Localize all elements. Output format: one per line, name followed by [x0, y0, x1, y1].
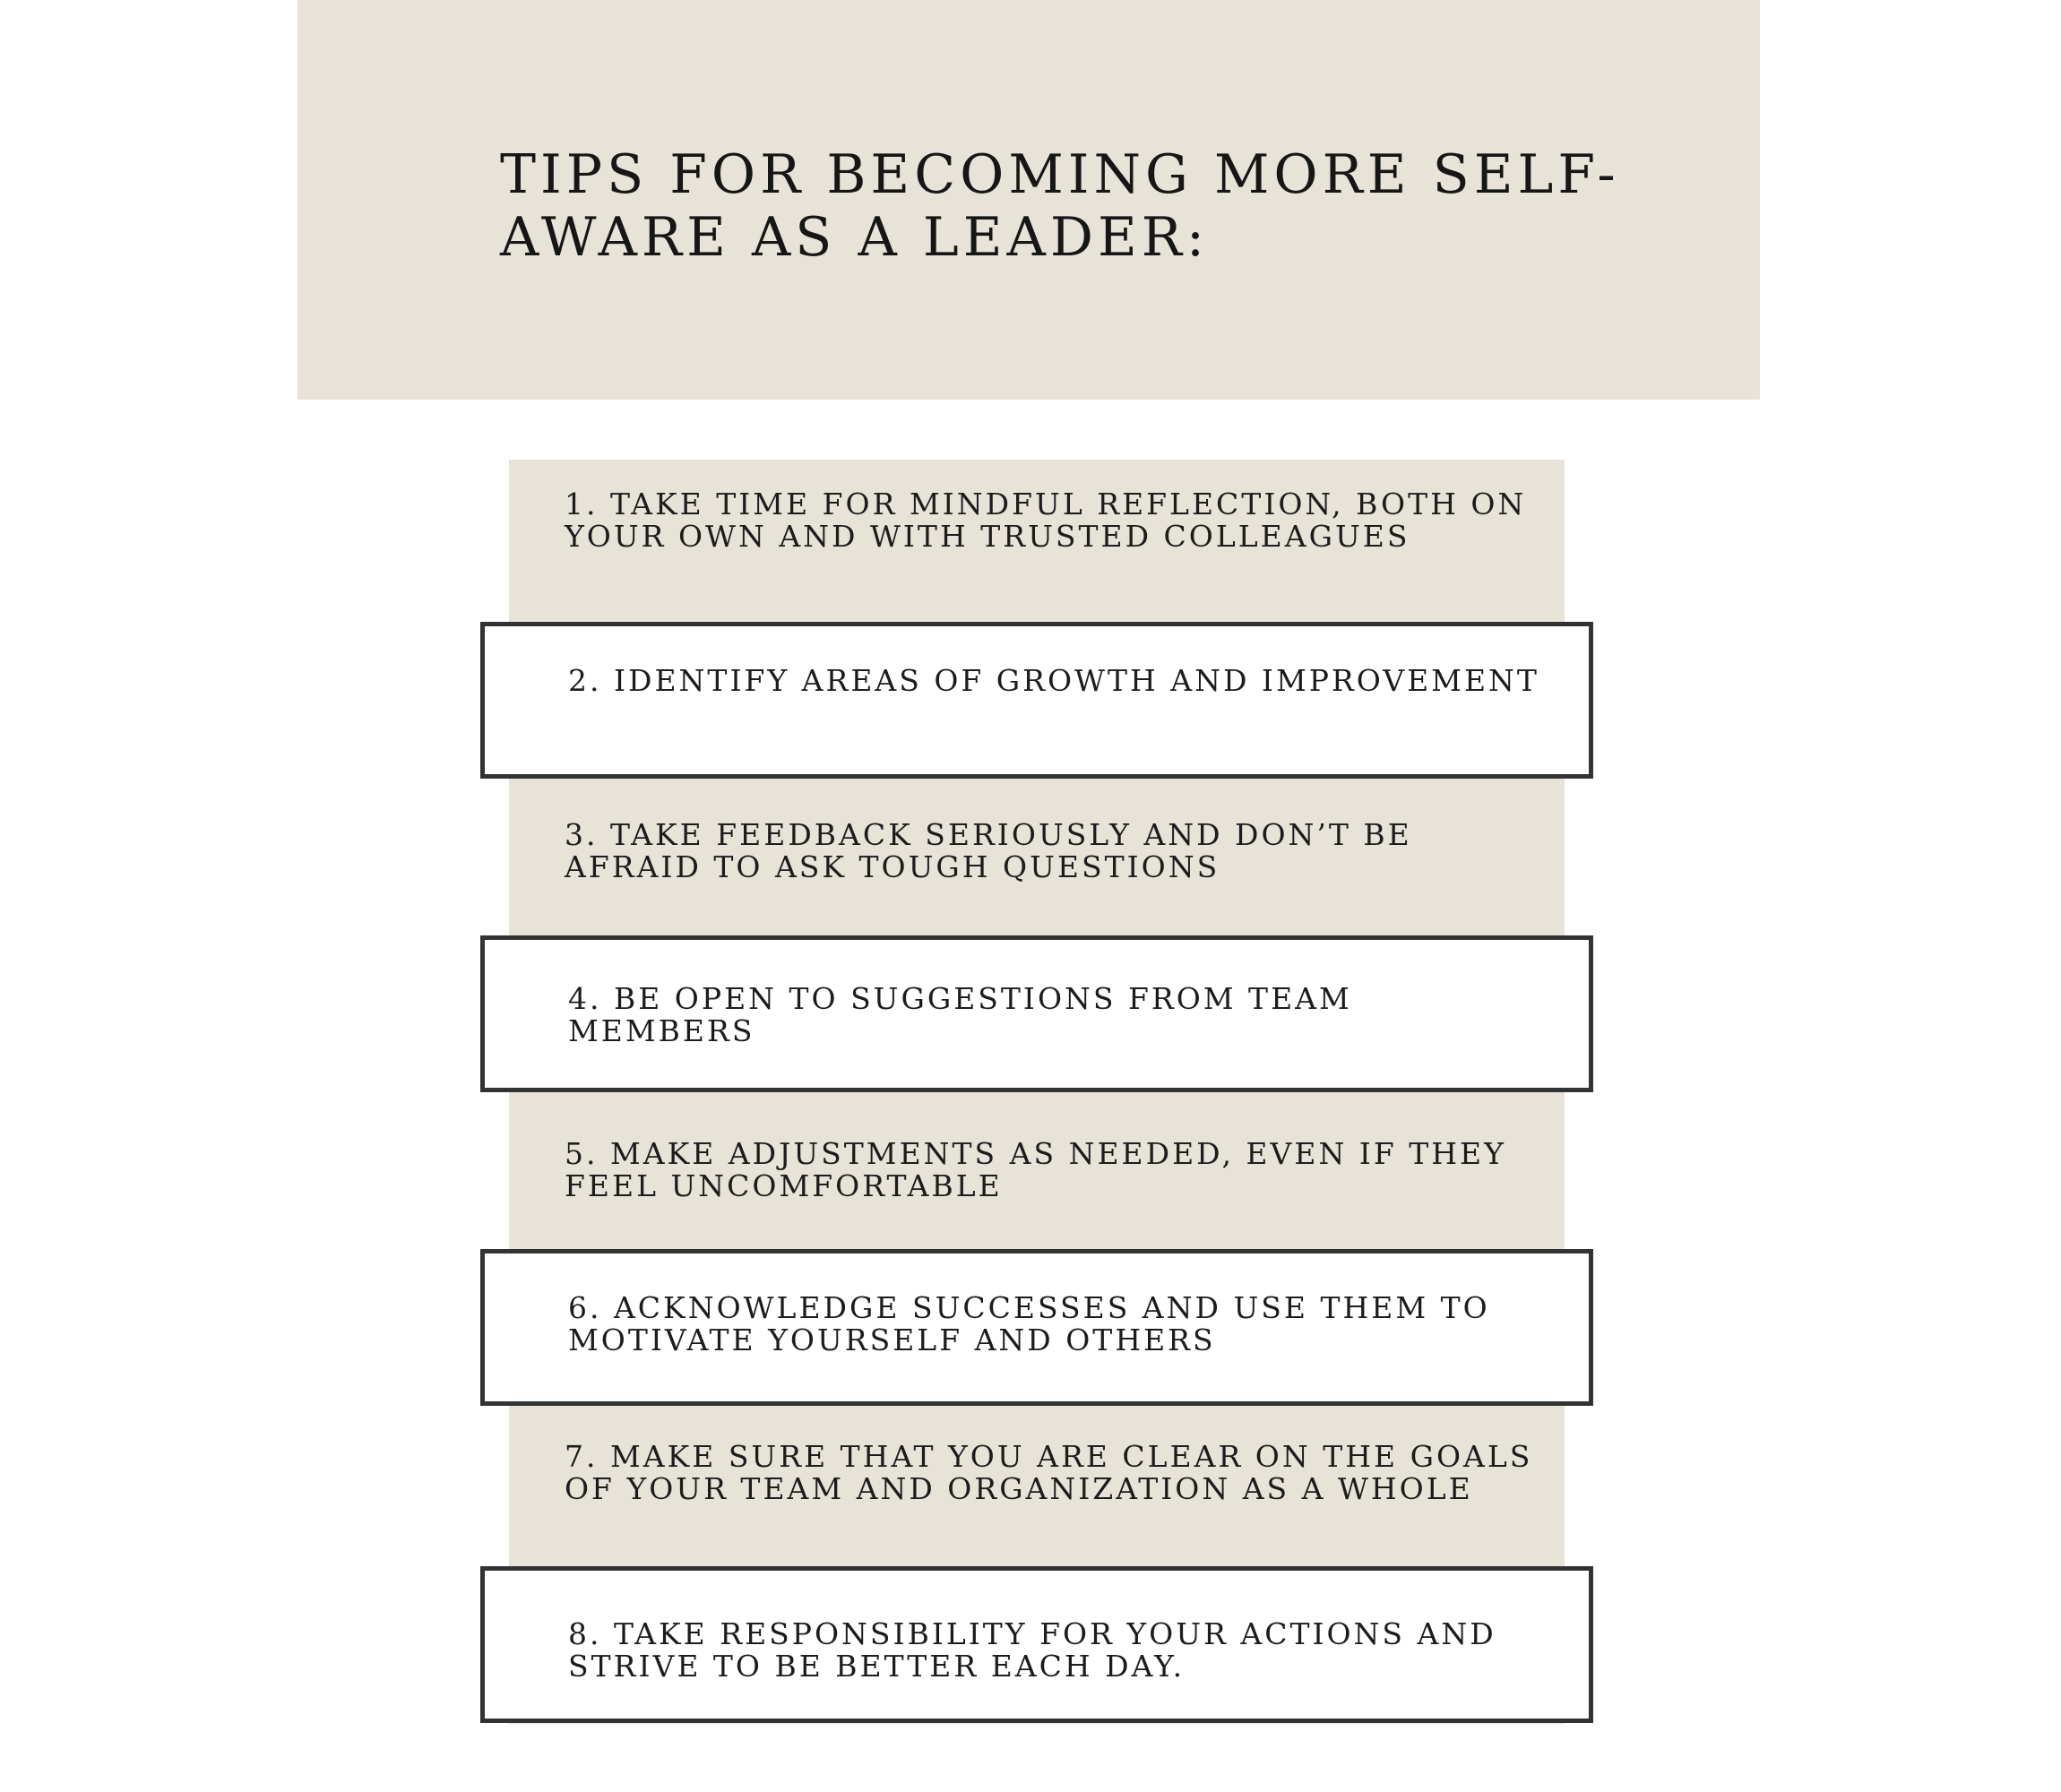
tip-text: 4. BE OPEN TO SUGGESTIONS FROM TEAM MEMBERS: [568, 981, 1352, 1048]
tip-text: 8. TAKE RESPONSIBILITY FOR YOUR ACTIONS AND STRIVE TO BE BETTER EACH DAY.: [568, 1616, 1496, 1684]
tip-text: 6. ACKNOWLEDGE SUCCESSES AND USE THEM TO MOTIVATE YOURSELF AND OTHERS: [568, 1290, 1490, 1357]
tip-text: 3. TAKE FEEDBACK SERIOUSLY AND DON’T BE AFRAID TO ASK TOUGH QUESTIONS: [565, 817, 1412, 884]
tip-text: 1. TAKE TIME FOR MINDFUL REFLECTION, BOTH ON YOUR OWN AND WITH TRUSTED COLLEAGUES: [565, 487, 1527, 554]
tip-text: 5. MAKE ADJUSTMENTS AS NEEDED, EVEN IF THEY FEEL UNCOMFORTABLE: [565, 1136, 1506, 1203]
tip-item-6: [480, 1249, 1593, 1406]
tip-item-2: [480, 622, 1593, 779]
tip-item-8: [480, 1566, 1593, 1723]
tip-item-4: [480, 935, 1593, 1092]
page-title: TIPS FOR BECOMING MORE SELF-AWARE AS A LEADER:: [500, 143, 1620, 269]
header-block: [298, 0, 1760, 400]
tip-text: 2. IDENTIFY AREAS OF GROWTH AND IMPROVEMENT: [568, 663, 1539, 698]
tip-text: 7. MAKE SURE THAT YOU ARE CLEAR ON THE GOALS OF YOUR TEAM AND ORGANIZATION AS A WHOLE: [565, 1439, 1533, 1506]
